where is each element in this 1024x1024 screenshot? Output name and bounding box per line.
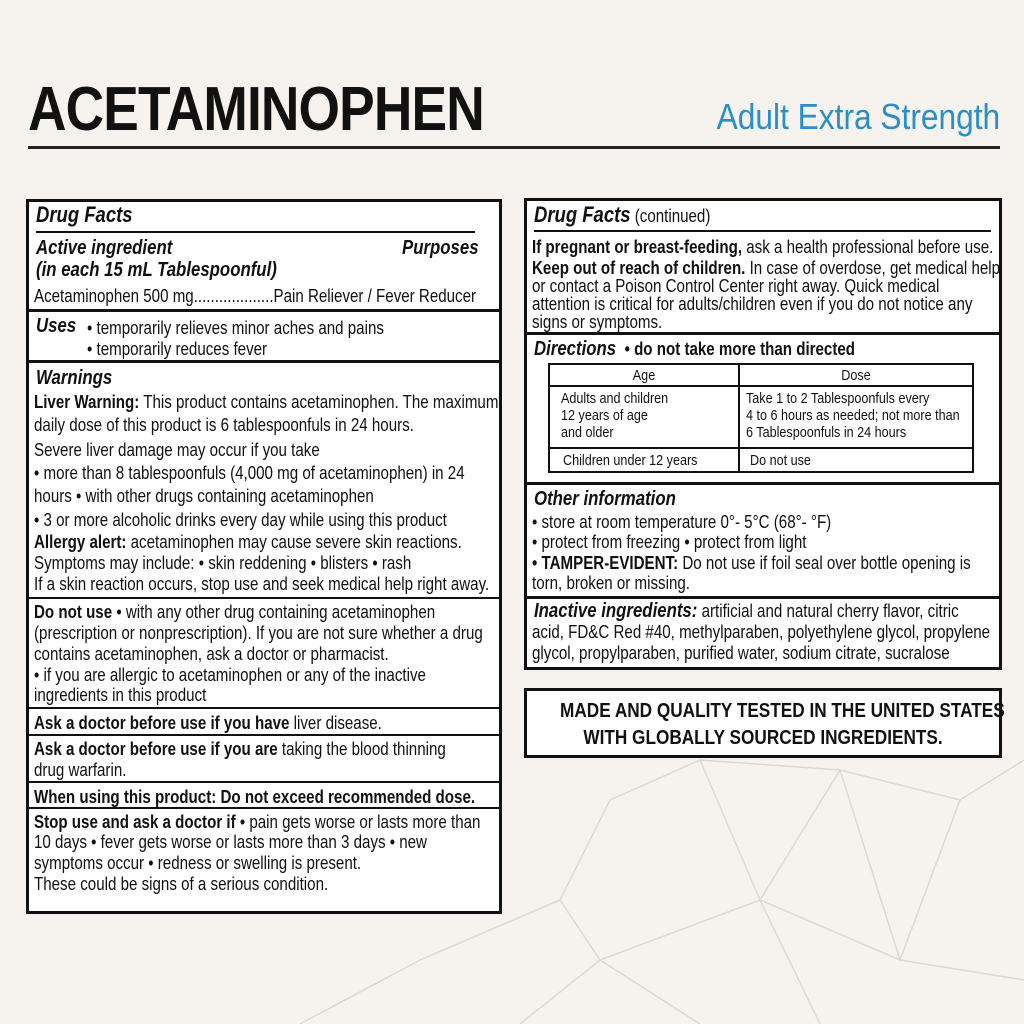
warning-text: • pain gets worse or lasts more than <box>235 812 481 832</box>
info-text: Do not use if foil seal over bottle opening is <box>678 553 971 573</box>
info-text: or contact a Poison Control Center right away. Quick medical <box>532 276 940 296</box>
divider <box>29 360 499 363</box>
warning-text: Symptoms may include: • skin reddening • blisters • rash <box>34 553 412 573</box>
warning-text: • with any other drug containing acetaminophen <box>112 602 436 622</box>
info-text: In case of overdose, get medical help <box>745 258 1001 278</box>
warning-text: (prescription or nonprescription). If you are not sure whether a drug <box>34 623 483 643</box>
divider <box>534 230 991 232</box>
table-cell: Children under 12 years <box>563 452 698 469</box>
other-info-heading: Other information <box>534 488 676 510</box>
header-rule <box>28 146 1000 149</box>
inactive-heading: Inactive ingredients: <box>534 600 698 622</box>
table-cell: 4 to 6 hours as needed; not more than <box>746 407 960 424</box>
divider <box>29 807 499 809</box>
divider <box>29 734 499 736</box>
divider <box>29 597 499 599</box>
pregnant-label: If pregnant or breast-feeding, <box>532 237 743 257</box>
warning-text: drug warfarin. <box>34 760 127 780</box>
warning-text: symptoms occur • redness or swelling is present. <box>34 853 362 873</box>
table-header-dose: Dose <box>841 367 871 384</box>
purposes-heading: Purposes <box>402 237 479 259</box>
divider <box>527 482 999 485</box>
warning-text: ingredients in this product <box>34 685 207 705</box>
footer-line: MADE AND QUALITY TESTED IN THE UNITED STATES <box>560 700 1005 722</box>
info-text: artificial and natural cherry flavor, citric <box>697 601 959 621</box>
made-in-usa-box <box>524 688 1005 758</box>
info-text: ask a health professional before use. <box>742 237 994 257</box>
warning-text: daily dose of this product is 6 tablespoonfuls in 24 hours. <box>34 415 414 435</box>
directions-heading: Directions <box>534 338 617 360</box>
info-text: • store at room temperature 0°- 5°C (68°- °F) <box>532 512 832 532</box>
warning-text: liver disease. <box>289 713 382 733</box>
dosage-table <box>548 363 974 473</box>
warning-text: • if you are allergic to acetaminophen or any of the inactive <box>34 665 426 685</box>
tamper-evident-label: • TAMPER-EVIDENT: <box>532 553 679 573</box>
table-cell: 12 years of age <box>561 407 648 424</box>
when-using-text: When using this product: Do not exceed recommended dose. <box>34 787 476 807</box>
info-text: signs or symptoms. <box>532 312 663 332</box>
warning-text: These could be signs of a serious condition. <box>34 874 329 894</box>
warning-text: hours • with other drugs containing acetaminophen <box>34 486 374 506</box>
divider <box>29 707 499 709</box>
table-cell: Do not use <box>750 452 811 469</box>
table-cell: Take 1 to 2 Tablespoonfuls every <box>746 390 930 407</box>
stop-use-label: Stop use and ask a doctor if <box>34 812 236 832</box>
continued-label: (continued) <box>630 206 711 226</box>
ask-doctor-have-label: Ask a doctor before use if you have <box>34 713 290 733</box>
warning-text: • more than 8 tablespoonfuls (4,000 mg of acetaminophen) in 24 <box>34 463 465 483</box>
table-cell: Adults and children <box>561 390 669 407</box>
divider <box>29 309 499 312</box>
warning-text: contains acetaminophen, ask a doctor or pharmacist. <box>34 644 389 664</box>
warning-text: acetaminophen may cause severe skin reactions. <box>126 532 462 552</box>
ask-doctor-are-label: Ask a doctor before use if you are <box>34 739 278 759</box>
uses-heading: Uses <box>36 315 77 337</box>
warning-text: • 3 or more alcoholic drinks every day while using this product <box>34 510 447 530</box>
info-text: acid, FD&C Red #40, methylparaben, polyethylene glycol, propylene <box>532 622 991 642</box>
warning-text: 10 days • fever gets worse or lasts more than 3 days • new <box>34 832 427 852</box>
info-text: glycol, propylparaben, purified water, sodium citrate, sucralose <box>532 643 950 663</box>
active-ingredient-heading: Active ingredient <box>36 237 173 259</box>
drug-facts-heading: Drug Facts <box>36 202 133 227</box>
do-not-use-label: Do not use <box>34 602 113 622</box>
footer-line: WITH GLOBALLY SOURCED INGREDIENTS. <box>583 727 943 749</box>
warnings-heading: Warnings <box>36 367 113 389</box>
info-text: attention is critical for adults/children even if you do not notice any <box>532 294 973 314</box>
divider <box>527 596 999 599</box>
use-item: • temporarily relieves minor aches and pains <box>87 318 384 338</box>
drug-facts-continued-panel <box>524 198 1002 670</box>
table-cell: and older <box>561 424 614 441</box>
info-text: • protect from freezing • protect from light <box>532 532 807 552</box>
liver-warning-label: Liver Warning: <box>34 392 140 412</box>
product-subtitle: Adult Extra Strength <box>716 96 1000 137</box>
info-text: torn, broken or missing. <box>532 573 690 593</box>
directions-note: • do not take more than directed <box>624 339 856 359</box>
table-cell: 6 Tablespoonfuls in 24 hours <box>746 424 907 441</box>
divider <box>29 781 499 783</box>
warning-text: Severe liver damage may occur if you take <box>34 440 320 460</box>
divider <box>527 332 999 335</box>
table-header-age: Age <box>632 367 656 384</box>
warning-text: This product contains acetaminophen. The maximum <box>139 392 499 412</box>
warning-text: taking the blood thinning <box>277 739 446 759</box>
drug-facts-heading: Drug Facts <box>534 202 631 227</box>
divider <box>36 231 475 233</box>
ingredient-line: Acetaminophen 500 mg...................Pain Reliever / Fever Reducer <box>34 286 477 306</box>
per-dose-note: (in each 15 mL Tablespoonful) <box>36 259 277 281</box>
use-item: • temporarily reduces fever <box>87 339 268 359</box>
keep-out-label: Keep out of reach of children. <box>532 258 746 278</box>
product-title: ACETAMINOPHEN <box>28 75 484 144</box>
allergy-alert-label: Allergy alert: <box>34 532 127 552</box>
drug-facts-panel <box>26 199 502 914</box>
warning-text: If a skin reaction occurs, stop use and seek medical help right away. <box>34 574 490 594</box>
